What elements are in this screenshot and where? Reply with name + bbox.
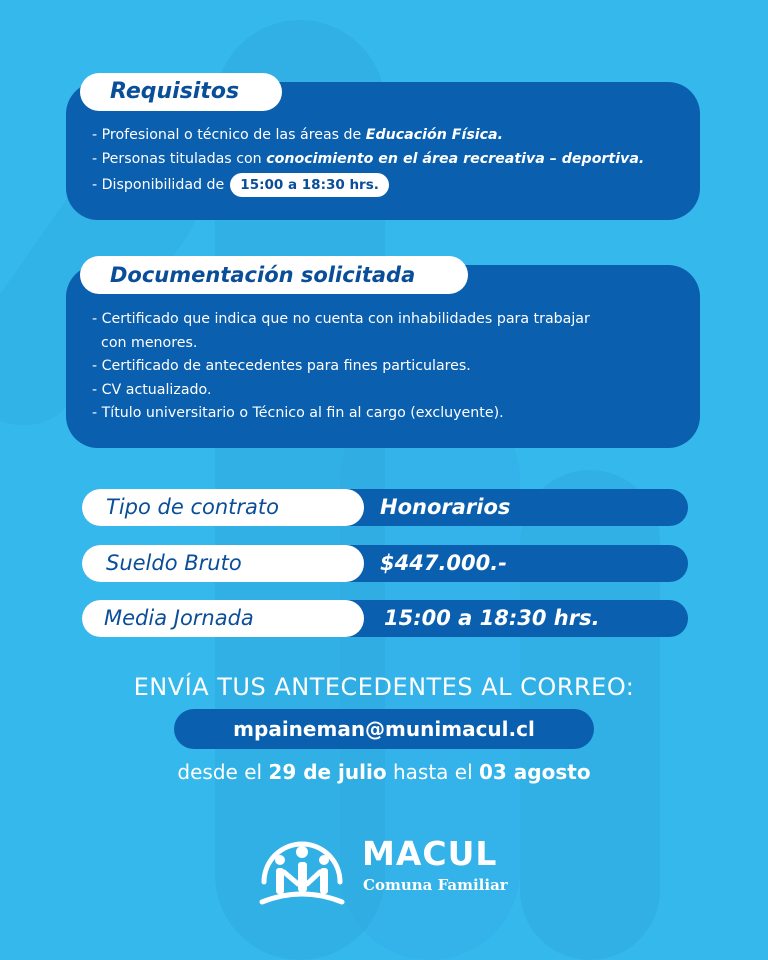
application-dates — [0, 760, 768, 784]
list-item: con menores. — [92, 334, 198, 351]
date-start: 29 de julio — [268, 760, 387, 784]
brand-name: MACUL — [362, 834, 498, 873]
list-item: - Título universitario o Técnico al fin al cargo (excluyente). — [92, 405, 504, 421]
requisitos-list — [92, 124, 644, 198]
list-item — [92, 124, 644, 148]
schedule-chip: 15:00 a 18:30 hrs. — [230, 173, 389, 197]
dates-prefix: desde el — [177, 760, 269, 784]
detail-value: Honorarios — [380, 495, 511, 519]
requisitos-title: Requisitos — [80, 73, 282, 111]
cta-heading: ENVÍA TUS ANTECEDENTES AL CORREO: — [133, 673, 635, 701]
detail-row-contract — [82, 489, 688, 526]
list-item: - CV actualizado. — [92, 381, 212, 398]
detail-label: Sueldo Bruto — [82, 545, 364, 582]
date-end: 03 agosto — [479, 760, 591, 784]
list-item: - Certificado que indica que no cuenta con inhabilidades para trabajar — [92, 311, 590, 327]
list-item-text: - Personas tituladas con — [92, 150, 267, 167]
list-item — [92, 173, 644, 198]
list-item-emphasis: conocimiento en el área recreativa – deportiva. — [266, 150, 645, 167]
list-item: - Certificado de antecedentes para fines particulares. — [92, 358, 471, 374]
detail-value: $447.000.- — [380, 551, 507, 575]
documentacion-list — [92, 308, 590, 426]
list-item-text: - Profesional o técnico de las áreas de — [92, 127, 366, 143]
list-item — [92, 148, 644, 172]
detail-label: Media Jornada — [82, 600, 364, 637]
list-item-text: - Disponibilidad de — [92, 177, 225, 193]
contact-email[interactable]: mpaineman@munimacul.cl — [174, 709, 594, 749]
detail-row-schedule — [82, 600, 688, 637]
detail-row-salary — [82, 545, 688, 582]
detail-label: Tipo de contrato — [82, 489, 364, 526]
list-item-emphasis: Educación Física. — [365, 127, 504, 143]
dates-middle: hasta el — [386, 760, 479, 784]
macul-logo-icon — [254, 826, 350, 910]
documentacion-title: Documentación solicitada — [80, 256, 468, 294]
brand-tagline: Comuna Familiar — [363, 876, 508, 894]
detail-value: 15:00 a 18:30 hrs. — [384, 606, 600, 630]
